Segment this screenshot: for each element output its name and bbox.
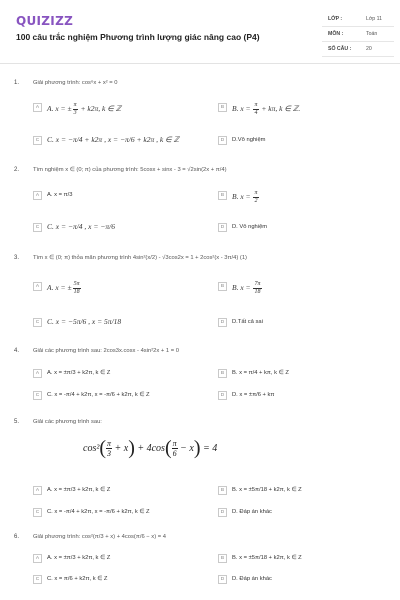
option-text: A. x = ±π/3 + k2π, k ∈ Z — [47, 555, 111, 561]
option-text: A. x = ± $\frac{5\pi}{18}$ — [47, 281, 80, 295]
option-text: C. x = -π/4 + k2π, x = -π/6 + k2π, k ∈ Z — [47, 392, 150, 398]
option-letter-box: A — [33, 554, 42, 563]
option-letter-box: B — [218, 191, 227, 200]
question-number: 2. — [14, 167, 20, 173]
option-letter-box: A — [33, 191, 42, 200]
option-text: A. x = ±π/3 + k2π, k ∈ Z — [47, 487, 111, 493]
question-5 — [0, 419, 400, 519]
question-prompt: Giải phương trình: cos²(π/3 + x) + 4cos(π/6 − x) = 4 — [33, 534, 166, 540]
option-letter-box: C — [33, 223, 42, 232]
question-number: 5. — [14, 419, 20, 425]
question-prompt: Giải các phương trình sau: 2cos3x.cosx - 4sin²2x + 1 = 0 — [33, 348, 179, 354]
option-letter-box: A — [33, 103, 42, 112]
option-letter-box: D — [218, 391, 227, 400]
question-4 — [0, 348, 400, 403]
question-number: 3. — [14, 255, 20, 261]
option-letter-box: A — [33, 369, 42, 378]
option-text: B. x = ±5π/18 + k2π, k ∈ Z — [232, 487, 302, 493]
option-text: C. x = −5π/6 , x = 5π/18 — [47, 317, 122, 326]
option-text: B. x = π/4 + kπ, k ∈ Z — [232, 370, 289, 376]
question-3 — [0, 255, 400, 330]
option-letter-box: D — [218, 508, 227, 517]
option-letter-box: B — [218, 282, 227, 291]
option-letter-box: B — [218, 554, 227, 563]
option-text: C. x = π/6 + k2π, k ∈ Z — [47, 576, 108, 582]
option-letter-box: C — [33, 391, 42, 400]
option-text: B. x = $\frac{7\pi}{18}$ — [232, 281, 261, 295]
option-text: D. x = ±π/6 + kπ — [232, 392, 275, 398]
option-letter-box: D — [218, 223, 227, 232]
header-divider — [0, 63, 400, 64]
option-text: D. Đáp án khác — [232, 576, 272, 582]
option-text: A. x = ±π/3 + k2π, k ∈ Z — [47, 370, 111, 376]
option-text: B. x = ±5π/18 + k2π, k ∈ Z — [232, 555, 302, 561]
question-prompt: Tìm x ∈ (0; π) thỏa mãn phương trình 4sin²(x/2) - √3cos2x = 1 + 2cos²(x - 3π/4) (1) — [33, 255, 247, 261]
meta-value: Toán — [366, 31, 378, 37]
meta-row-class — [322, 12, 394, 27]
equation-display: cos²( $\frac{\pi}{3} + x) + 4\cos$( $\frac{\pi}{6} - x) = 4$ — [83, 437, 218, 459]
option-letter-box: A — [33, 282, 42, 291]
question-prompt: Tìm nghiệm x ∈ (0; π) của phương trình: 5cosx + sinx - 3 = √2sin(2x + π/4) — [33, 167, 227, 173]
option-text: B. x = $\frac{\pi}{4}$ + kπ, k ∈ ℤ. — [232, 102, 301, 116]
meta-key: LỚP : — [328, 16, 343, 22]
option-text: C. x = −π/4 + k2π , x = −π/6 + k2π , k ∈ ℤ — [47, 135, 180, 144]
option-text: A. x = π/3 — [47, 192, 73, 198]
option-text: D. Đáp án khác — [232, 509, 272, 515]
question-number: 6. — [14, 534, 20, 540]
option-letter-box: D — [218, 575, 227, 584]
option-letter-box: A — [33, 486, 42, 495]
question-6 — [0, 534, 400, 594]
meta-table — [322, 12, 394, 57]
option-text: D.Vô nghiệm — [232, 137, 266, 143]
meta-value: Lớp 11 — [366, 16, 382, 22]
option-letter-box: C — [33, 508, 42, 517]
option-text: D. Vô nghiệm — [232, 224, 268, 230]
meta-row-count — [322, 42, 394, 57]
meta-value: 20 — [366, 46, 372, 52]
question-2 — [0, 167, 400, 237]
question-number: 1. — [14, 80, 20, 86]
worksheet-title: 100 câu trắc nghiệm Phương trình lượng giác nâng cao (P4) — [16, 32, 260, 42]
option-letter-box: D — [218, 136, 227, 145]
option-letter-box: D — [218, 318, 227, 327]
option-text: B. x = $\frac{\pi}{2}$ — [232, 190, 258, 204]
option-letter-box: C — [33, 318, 42, 327]
worksheet-header — [0, 0, 400, 62]
meta-key: SỐ CÂU : — [328, 46, 352, 52]
quizizz-logo: QUIZIZZ — [16, 14, 74, 28]
option-letter-box: C — [33, 136, 42, 145]
option-letter-box: B — [218, 103, 227, 112]
question-number: 4. — [14, 348, 20, 354]
question-1 — [0, 80, 400, 150]
option-letter-box: B — [218, 369, 227, 378]
option-text: D.Tất cả sai — [232, 319, 263, 325]
option-letter-box: B — [218, 486, 227, 495]
option-text: C. x = -π/4 + k2π, x = -π/6 + k2π, k ∈ Z — [47, 509, 150, 515]
meta-key: MÔN : — [328, 31, 344, 37]
question-prompt: Giải các phương trình sau: — [33, 419, 102, 425]
option-letter-box: C — [33, 575, 42, 584]
question-prompt: Giải phương trình: cos⁶x + x² = 0 — [33, 80, 118, 86]
option-text: C. x = −π/4 , x = −π/6 — [47, 222, 115, 231]
meta-row-subject — [322, 27, 394, 42]
option-text: A. x = ± $\frac{\pi}{3}$ + k2π, k ∈ ℤ — [47, 102, 122, 116]
